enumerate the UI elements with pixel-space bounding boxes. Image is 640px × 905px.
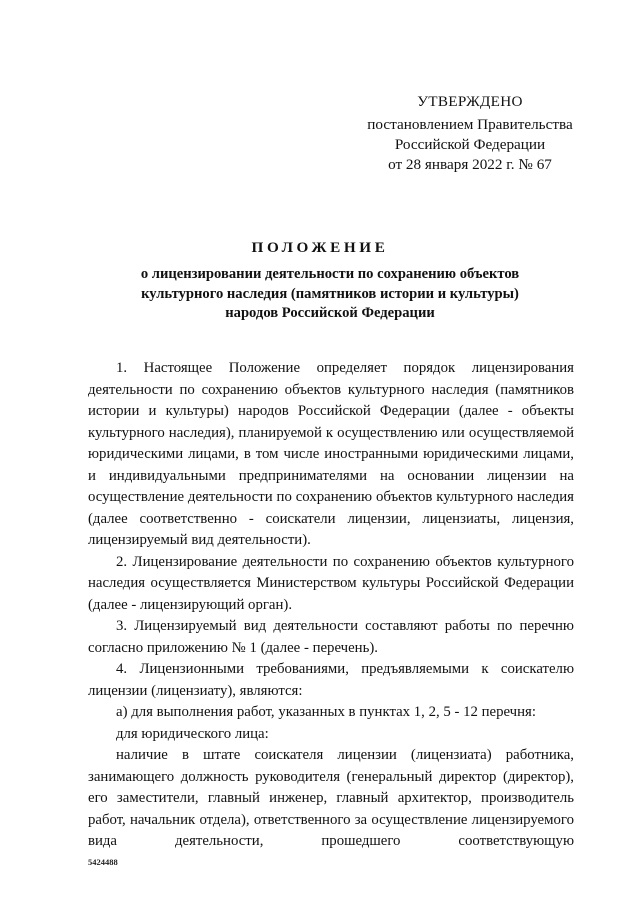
document-subtitle bbox=[80, 265, 580, 324]
document-title: ПОЛОЖЕНИЕ bbox=[251, 239, 389, 256]
paragraph-2: 2. Лицензирование деятельности по сохранению объектов культурного наследия осуществляется Министерством культуры Российской Федерации (далее - лицензирующий орган). bbox=[88, 553, 574, 613]
paragraph-4: 4. Лицензионными требованиями, предъявляемыми к соискателю лицензии (лицензиату), являются: bbox=[88, 661, 574, 699]
paragraph-legal-entity: для юридического лица: bbox=[116, 725, 269, 742]
paragraph-4a: а) для выполнения работ, указанных в пунктах 1, 2, 5 - 12 перечня: bbox=[116, 704, 536, 720]
paragraph-staff-requirement: наличие в штате соискателя лицензии (лицензиата) работника, занимающего должность руководителя (генеральный директор (директор), его заместители, главный инженер, главный архитектор, производитель работ, начальник отдела), ответственного за осуществление лицензируемого вида деятельности, прошедшего соответствующую bbox=[88, 747, 574, 849]
paragraph-3: 3. Лицензируемый вид деятельности составляют работы по перечню согласно приложению № 1 (далее - перечень). bbox=[88, 618, 574, 656]
subtitle-line-1: о лицензировании деятельности по сохранению объектов bbox=[140, 266, 520, 282]
subtitle-line-2: культурного наследия (памятников истории и культуры) bbox=[141, 285, 519, 302]
document-code: 5424488 bbox=[88, 857, 118, 867]
subtitle-line-3: народов Российской Федерации bbox=[225, 305, 435, 321]
approval-line-2: Российской Федерации bbox=[394, 136, 546, 153]
approval-heading: УТВЕРЖДЕНО bbox=[417, 93, 523, 110]
document-body bbox=[88, 358, 574, 853]
approval-block bbox=[340, 92, 600, 175]
approval-line-3: от 28 января 2022 г. № 67 bbox=[388, 156, 552, 173]
approval-line-1: постановлением Правительства bbox=[367, 116, 573, 133]
paragraph-1: 1. Настоящее Положение определяет порядок лицензирования деятельности по сохранению объектов культурного наследия (памятников истории и культуры) народов Российской Федерации (далее - объекты культурного наследия), планируемой к осуществлению или осуществляемой юридическими лицами, в том числе иностранными юридическими лицами, и индивидуальными предпринимателями на основании лицензии на осуществление деятельности по сохранению объектов культурного наследия (далее соответственно - соискатели лицензии, лицензиаты, лицензия, лицензируемый вид деятельности). bbox=[88, 360, 574, 548]
